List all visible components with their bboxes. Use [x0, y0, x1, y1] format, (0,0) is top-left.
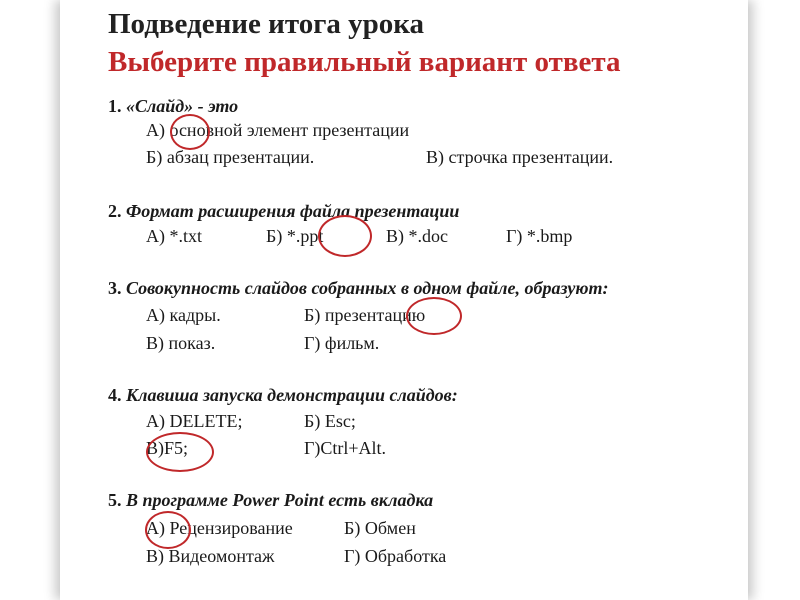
question-number: 4. [108, 385, 122, 405]
answer-3d: Г) фильм. [304, 333, 380, 353]
correct-mark-circle [406, 297, 462, 335]
answer-4d: Г)Ctrl+Alt. [304, 438, 387, 458]
answer-2d: Г) *.bmp [506, 226, 573, 246]
answer-1a: А) основной элемент презентации [146, 120, 410, 140]
answer-4a: А) DELETE; [146, 411, 243, 431]
question-text: В программе Power Point есть вкладка [126, 490, 434, 510]
question-text: Формат расширения файла презентации [126, 201, 460, 221]
answer-5c: В) Видеомонтаж [146, 546, 275, 566]
answer-3a: А) кадры. [146, 305, 221, 325]
question-number: 1. [108, 96, 122, 116]
correct-mark-circle [145, 511, 191, 549]
correct-mark-circle [318, 215, 372, 257]
slide-subtitle: Выберите правильный вариант ответа [108, 46, 621, 78]
correct-mark-circle [170, 114, 210, 150]
question-number: 2. [108, 201, 122, 221]
question-5 [108, 490, 433, 511]
correct-mark-circle [146, 432, 214, 472]
answer-3b: Б) презентацию [304, 305, 426, 325]
answer-4c: В)F5; [146, 438, 189, 458]
answer-2a: А) *.txt [146, 226, 202, 246]
answer-5a: А) Рецензирование [146, 518, 293, 538]
question-number: 3. [108, 278, 122, 298]
answer-5d: Г) Обработка [344, 546, 447, 566]
answer-1b: Б) абзац презентации. [146, 147, 315, 167]
question-1 [108, 96, 238, 117]
question-text: Клавиша запуска демонстрации слайдов: [126, 385, 458, 405]
answer-2c: В) *.doc [386, 226, 448, 246]
answer-3c: В) показ. [146, 333, 216, 353]
slide-title: Подведение итога урока [108, 8, 425, 40]
question-4 [108, 385, 458, 406]
question-3 [108, 278, 608, 299]
question-text: Совокупность слайдов собранных в одном файле, образуют: [126, 278, 609, 298]
answer-5b: Б) Обмен [344, 518, 416, 538]
answer-4b: Б) Esc; [304, 411, 356, 431]
question-2 [108, 201, 459, 222]
question-number: 5. [108, 490, 122, 510]
question-text: «Слайд» - это [126, 96, 239, 116]
answer-2b: Б) *.ppt [266, 226, 324, 246]
answer-1c: В) строчка презентации. [426, 147, 614, 167]
